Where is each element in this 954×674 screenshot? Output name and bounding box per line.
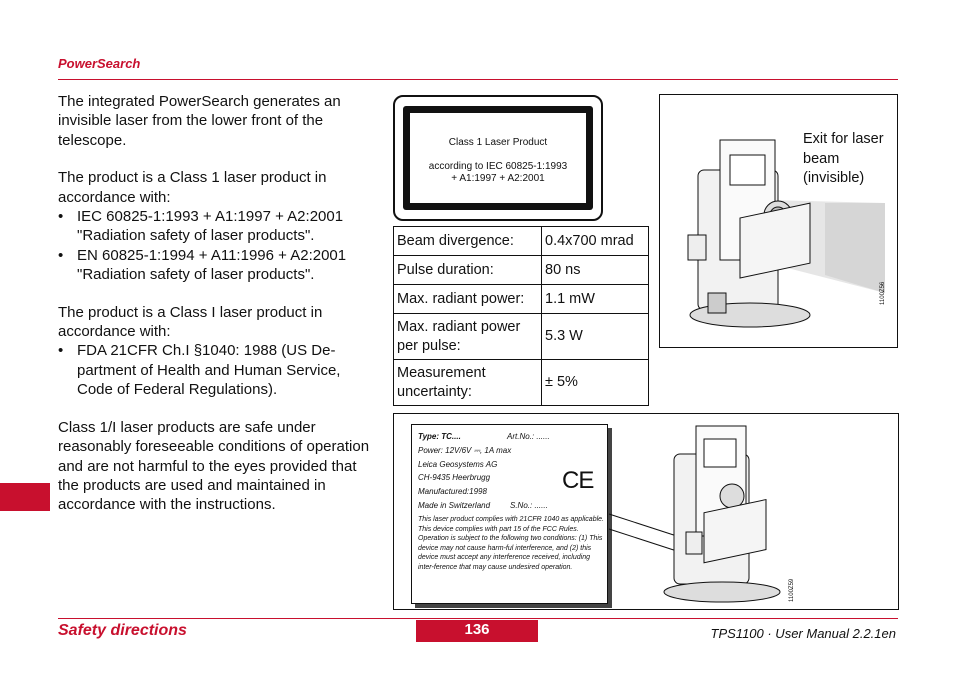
spec-key: Max. radiant power:: [394, 285, 542, 314]
spec-value: 1.1 mW: [542, 285, 649, 314]
manual-title: TPS1100 · User Manual 2.2.1en: [710, 626, 896, 641]
table-row: [394, 360, 649, 406]
plate-address: CH-9435 Heerbrugg: [418, 473, 491, 482]
plate-compliance-text: This laser product complies with 21CFR 1040 as applicable. This device complies with part 15 of the FCC Rules. Operation is subject to the following two conditions: (1) This device may not cause harm-ful interference, and (2) this device must accept any interference received, including inter-ference that may cause undesired operation.: [418, 516, 604, 571]
plate-made-in: Made in Switzerland: [418, 501, 491, 510]
safety-paragraph: Class 1/I laser products are safe under reasonably foreseeable conditions of operation and are not harmful to the eyes provided that the products are used and maintained in accordance with the instructions.: [58, 418, 370, 514]
laser-specs-table: [393, 226, 649, 406]
spec-value: 80 ns: [542, 256, 649, 285]
plate-company: Leica Geosystems AG: [418, 460, 498, 469]
list-item: • IEC 60825-1:1993 + A1:1997 + A2:2001 "Radiation safety of laser products".: [58, 207, 378, 246]
spec-key: Measurement uncertainty:: [394, 360, 542, 406]
footer-rule: [58, 618, 898, 619]
plate-type: Type: TC....: [418, 432, 461, 441]
laser-exit-caption: Exit for laser beam (invisible): [803, 131, 884, 186]
spec-value: 0.4x700 mrad: [542, 227, 649, 256]
intro-paragraph: The integrated PowerSearch generates an invisible laser from the lower front of the telescope.: [58, 93, 341, 149]
plate-serial: S.No.: ......: [510, 501, 548, 510]
spec-key: Beam divergence:: [394, 227, 542, 256]
plate-power: Power: 12V/6V ⎓, 1A max: [418, 446, 512, 455]
footer-section-title: Safety directions: [58, 622, 187, 639]
table-row: [394, 314, 649, 360]
ce-mark: CE: [562, 467, 594, 494]
table-row: [394, 285, 649, 314]
class1-paragraph: The product is a Class 1 laser product in accordance with:: [58, 169, 327, 206]
list-item: • EN 60825-1:1994 + A11:1996 + A2:2001 "Radiation safety of laser products".: [58, 246, 378, 285]
iec-standards-list: [58, 207, 378, 285]
plate-art-no: Art.No.: ......: [507, 432, 550, 441]
page-number: 136: [416, 620, 538, 642]
fda-standards-list: [58, 341, 378, 399]
spec-value: 5.3 W: [542, 314, 649, 360]
label-title: Class 1 Laser Product: [448, 137, 548, 148]
table-row: [394, 256, 649, 285]
header-rule: [58, 79, 898, 80]
spec-value: ± 5%: [542, 360, 649, 406]
body-text: [58, 92, 378, 533]
list-item: • FDA 21CFR Ch.I §1040: 1988 (US De-partment of Health and Human Service, Code of Federal Regulations).: [58, 341, 378, 399]
figure-code: 1100Z59: [789, 578, 795, 602]
figure-code: 1100Z56: [880, 281, 886, 305]
figure-laser-exit: [659, 94, 898, 348]
table-row: [394, 227, 649, 256]
label-standard: according to IEC 60825-1:1993: [428, 161, 568, 172]
spec-key: Max. radiant power per pulse:: [394, 314, 542, 360]
spec-key: Pulse duration:: [394, 256, 542, 285]
section-heading: PowerSearch: [58, 56, 141, 71]
label-amendments: + A1:1997 + A2:2001: [451, 173, 545, 184]
chapter-tab: [0, 483, 50, 511]
classI-paragraph: The product is a Class I laser product in accordance with:: [58, 303, 323, 341]
type-plate: [411, 424, 608, 604]
plate-manufactured: Manufactured:1998: [418, 487, 487, 496]
total-station-illustration: [604, 414, 784, 609]
figure-type-plate: [393, 413, 899, 610]
laser-class-label: [393, 95, 603, 221]
